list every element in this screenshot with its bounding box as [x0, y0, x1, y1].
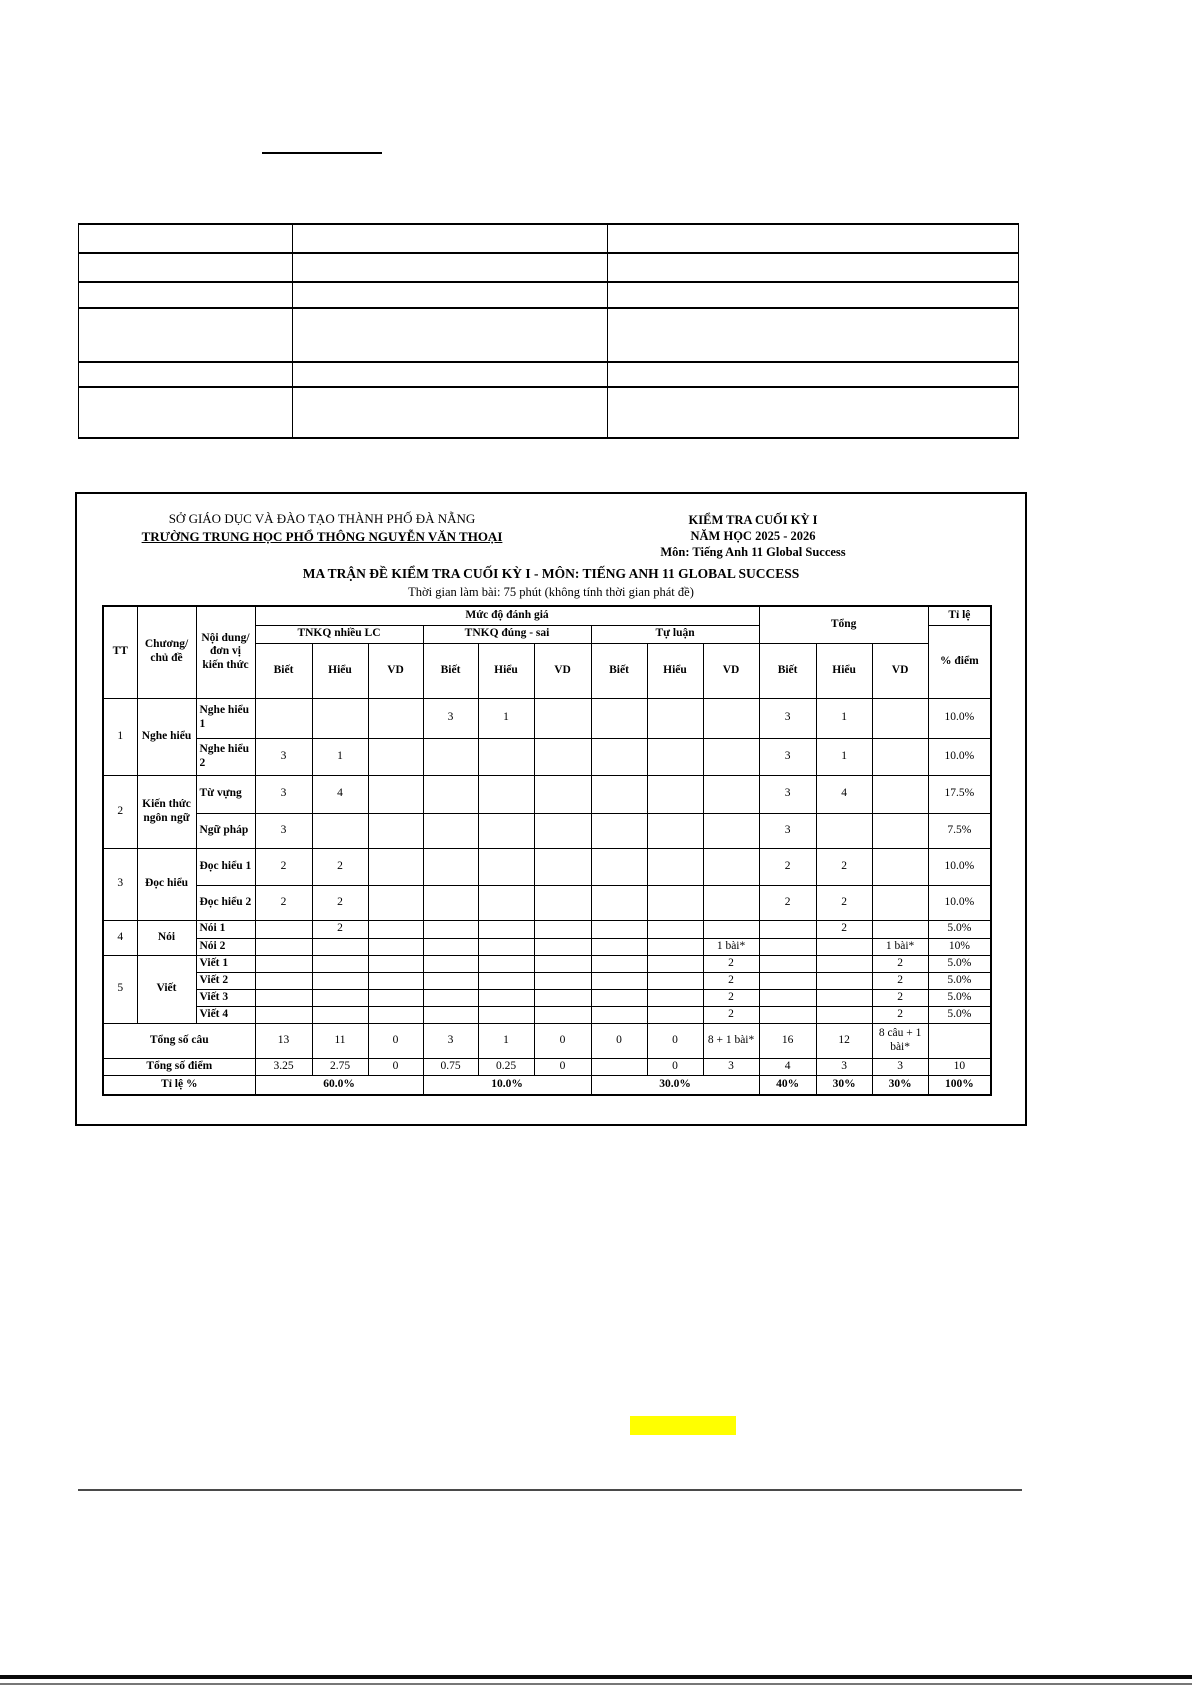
- total-points-cell: 0.75: [423, 1058, 478, 1075]
- header-ratio-top: Tỉ lệ: [928, 606, 991, 625]
- matrix-cell: 3: [255, 775, 312, 813]
- total-points-label: Tổng số điểm: [103, 1058, 255, 1075]
- matrix-cell: [534, 989, 591, 1006]
- matrix-cell: [423, 938, 478, 955]
- matrix-cell: [591, 813, 647, 848]
- header-understand: Hiểu: [478, 643, 534, 698]
- matrix-cell: [534, 972, 591, 989]
- total-points-cell: 3: [872, 1058, 928, 1075]
- matrix-cell: [534, 1006, 591, 1023]
- matrix-cell: 2: [816, 848, 872, 885]
- info-cell: [79, 253, 293, 282]
- matrix-cell: 3: [255, 813, 312, 848]
- percent-tf: 10.0%: [423, 1075, 591, 1095]
- matrix-cell: 3: [759, 813, 816, 848]
- matrix-cell: 2: [816, 920, 872, 938]
- chapter-cell: Nghe hiểu: [137, 698, 196, 775]
- matrix-cell: [703, 698, 759, 738]
- matrix-cell: [591, 848, 647, 885]
- info-cell: [79, 387, 293, 438]
- exam-school-year: NĂM HỌC 2025 - 2026: [690, 529, 816, 543]
- content-cell: Viết 1: [196, 955, 255, 972]
- matrix-cell: [255, 1006, 312, 1023]
- matrix-cell: [534, 775, 591, 813]
- total-questions-cell: 0: [647, 1023, 703, 1058]
- matrix-cell: [478, 920, 534, 938]
- info-cell: [608, 282, 1019, 308]
- percent-overall: 100%: [928, 1075, 991, 1095]
- total-questions-cell: 0: [591, 1023, 647, 1058]
- total-points-cell: 0: [647, 1058, 703, 1075]
- info-cell: [293, 224, 608, 253]
- header-understand: Hiểu: [816, 643, 872, 698]
- content-cell: Viết 4: [196, 1006, 255, 1023]
- matrix-cell: [478, 775, 534, 813]
- content-cell: Viết 2: [196, 972, 255, 989]
- matrix-cell: 2: [872, 972, 928, 989]
- tt-cell: 4: [103, 920, 137, 955]
- total-questions-cell: 0: [368, 1023, 423, 1058]
- header-ratio-bottom: % điểm: [928, 625, 991, 698]
- ratio-cell: 10.0%: [928, 848, 991, 885]
- matrix-cell: [478, 813, 534, 848]
- header-chapter: Chương/ chủ đề: [137, 606, 196, 698]
- total-questions-cell: 12: [816, 1023, 872, 1058]
- matrix-cell: [647, 885, 703, 920]
- matrix-cell: [647, 972, 703, 989]
- ratio-cell: 5.0%: [928, 955, 991, 972]
- matrix-cell: [255, 920, 312, 938]
- matrix-cell: 2: [816, 885, 872, 920]
- info-cell: [608, 253, 1019, 282]
- page-bottom-edge: [0, 1675, 1192, 1679]
- percent-total-know: 40%: [759, 1075, 816, 1095]
- total-questions-cell: 8 câu + 1 bài*: [872, 1023, 928, 1058]
- matrix-cell: 2: [255, 885, 312, 920]
- info-cell: [79, 362, 293, 387]
- header-level: Mức độ đánh giá: [255, 606, 759, 625]
- matrix-cell: 1: [816, 698, 872, 738]
- matrix-cell: [534, 738, 591, 775]
- content-cell: Nghe hiểu 2: [196, 738, 255, 775]
- matrix-cell: [759, 972, 816, 989]
- matrix-cell: [423, 885, 478, 920]
- matrix-cell: [423, 955, 478, 972]
- info-cell: [608, 308, 1019, 362]
- tt-cell: 3: [103, 848, 137, 920]
- matrix-cell: [591, 738, 647, 775]
- matrix-cell: [591, 938, 647, 955]
- content-cell: Từ vựng: [196, 775, 255, 813]
- header-apply: VD: [703, 643, 759, 698]
- matrix-cell: [647, 989, 703, 1006]
- matrix-cell: [368, 775, 423, 813]
- matrix-cell: [478, 848, 534, 885]
- matrix-cell: [312, 698, 368, 738]
- matrix-cell: [312, 989, 368, 1006]
- highlight-mark: [630, 1416, 736, 1435]
- info-cell: [293, 362, 608, 387]
- chapter-cell: Kiến thức ngôn ngữ: [137, 775, 196, 848]
- matrix-cell: [478, 1006, 534, 1023]
- ratio-cell: 5.0%: [928, 1006, 991, 1023]
- ratio-cell: 10%: [928, 938, 991, 955]
- matrix-cell: 1: [312, 738, 368, 775]
- content-cell: Nói 2: [196, 938, 255, 955]
- matrix-cell: [312, 972, 368, 989]
- matrix-cell: [816, 1006, 872, 1023]
- matrix-cell: [534, 920, 591, 938]
- matrix-cell: [872, 698, 928, 738]
- total-questions-cell: 13: [255, 1023, 312, 1058]
- matrix-cell: [312, 938, 368, 955]
- matrix-cell: 2: [312, 885, 368, 920]
- matrix-cell: [478, 955, 534, 972]
- total-questions-cell: 8 + 1 bài*: [703, 1023, 759, 1058]
- percent-mc: 60.0%: [255, 1075, 423, 1095]
- matrix-cell: [591, 972, 647, 989]
- matrix-cell: 1 bài*: [703, 938, 759, 955]
- content-cell: Nghe hiểu 1: [196, 698, 255, 738]
- ratio-cell: 10.0%: [928, 738, 991, 775]
- matrix-cell: [368, 938, 423, 955]
- matrix-cell: 2: [872, 955, 928, 972]
- matrix-cell: 2: [312, 848, 368, 885]
- matrix-cell: [591, 885, 647, 920]
- matrix-cell: [872, 775, 928, 813]
- info-cell: [608, 224, 1019, 253]
- matrix-cell: 4: [816, 775, 872, 813]
- matrix-cell: 2: [759, 885, 816, 920]
- header-mc: TNKQ nhiều LC: [255, 625, 423, 643]
- matrix-cell: [423, 1006, 478, 1023]
- matrix-cell: [368, 813, 423, 848]
- tt-cell: 5: [103, 955, 137, 1023]
- blank-underline: [262, 144, 382, 154]
- matrix-cell: [534, 938, 591, 955]
- matrix-cell: [255, 955, 312, 972]
- footer-rule: [78, 1489, 1022, 1491]
- header-know: Biết: [255, 643, 312, 698]
- info-cell: [293, 387, 608, 438]
- matrix-cell: [703, 813, 759, 848]
- matrix-cell: [478, 989, 534, 1006]
- info-table: [78, 223, 1019, 439]
- matrix-cell: 3: [255, 738, 312, 775]
- matrix-cell: [368, 955, 423, 972]
- matrix-cell: [255, 989, 312, 1006]
- matrix-cell: [703, 775, 759, 813]
- matrix-cell: [591, 775, 647, 813]
- matrix-cell: [534, 813, 591, 848]
- matrix-cell: [703, 885, 759, 920]
- matrix-cell: [703, 848, 759, 885]
- info-cell: [608, 362, 1019, 387]
- school-name: TRƯỜNG TRUNG HỌC PHỔ THÔNG NGUYỄN VĂN THOẠI: [141, 529, 503, 544]
- ratio-cell: [928, 1023, 991, 1058]
- matrix-cell: [368, 920, 423, 938]
- matrix-cell: [478, 972, 534, 989]
- matrix-cell: [368, 848, 423, 885]
- chapter-cell: Nói: [137, 920, 196, 955]
- matrix-table: [102, 605, 992, 1096]
- total-questions-cell: 1: [478, 1023, 534, 1058]
- matrix-cell: [478, 885, 534, 920]
- matrix-cell: 3: [423, 698, 478, 738]
- info-cell: [293, 253, 608, 282]
- matrix-cell: 2: [312, 920, 368, 938]
- matrix-cell: [703, 738, 759, 775]
- department-name: SỞ GIÁO DỤC VÀ ĐÀO TẠO THÀNH PHỐ ĐÀ NẴNG: [168, 511, 476, 526]
- info-cell: [79, 224, 293, 253]
- header-tf: TNKQ đúng - sai: [423, 625, 591, 643]
- percent-label: Tỉ lệ %: [103, 1075, 255, 1095]
- matrix-cell: [534, 955, 591, 972]
- content-cell: Đọc hiểu 1: [196, 848, 255, 885]
- total-points-cell: 3: [703, 1058, 759, 1075]
- total-points-cell: [591, 1058, 647, 1075]
- header-know: Biết: [423, 643, 478, 698]
- chapter-cell: Viết: [137, 955, 196, 1023]
- matrix-cell: [647, 775, 703, 813]
- matrix-cell: [872, 848, 928, 885]
- matrix-cell: [368, 972, 423, 989]
- matrix-cell: [368, 989, 423, 1006]
- matrix-cell: [872, 738, 928, 775]
- info-cell: [79, 308, 293, 362]
- matrix-cell: [534, 848, 591, 885]
- header-understand: Hiểu: [647, 643, 703, 698]
- header-total: Tổng: [759, 606, 928, 643]
- total-points-cell: 4: [759, 1058, 816, 1075]
- tt-cell: 1: [103, 698, 137, 775]
- total-points-cell: 3.25: [255, 1058, 312, 1075]
- percent-essay: 30.0%: [591, 1075, 759, 1095]
- info-cell: [79, 282, 293, 308]
- matrix-cell: [591, 955, 647, 972]
- exam-block: [597, 512, 909, 560]
- matrix-cell: [423, 848, 478, 885]
- total-questions-label: Tổng số câu: [103, 1023, 255, 1058]
- matrix-cell: [423, 920, 478, 938]
- matrix-cell: 2: [255, 848, 312, 885]
- exam-subject: Môn: Tiếng Anh 11 Global Success: [660, 545, 846, 559]
- matrix-cell: [368, 1006, 423, 1023]
- matrix-cell: [872, 813, 928, 848]
- ratio-cell: 10: [928, 1058, 991, 1075]
- matrix-cell: 2: [703, 955, 759, 972]
- document-title: MA TRẬN ĐỀ KIỂM TRA CUỐI KỲ I - MÔN: TIẾNG ANH 11 GLOBAL SUCCESS: [302, 566, 800, 581]
- matrix-cell: [647, 698, 703, 738]
- matrix-cell: [872, 920, 928, 938]
- matrix-cell: 4: [312, 775, 368, 813]
- header-content: Nội dung/ đơn vị kiến thức: [196, 606, 255, 698]
- matrix-cell: [647, 955, 703, 972]
- matrix-cell: [647, 920, 703, 938]
- matrix-cell: [647, 1006, 703, 1023]
- matrix-cell: 2: [759, 848, 816, 885]
- matrix-cell: [255, 972, 312, 989]
- content-cell: Đọc hiểu 2: [196, 885, 255, 920]
- org-block: [99, 510, 545, 546]
- matrix-cell: [816, 938, 872, 955]
- header-apply: VD: [534, 643, 591, 698]
- matrix-cell: [478, 938, 534, 955]
- header-know: Biết: [591, 643, 647, 698]
- matrix-cell: 2: [872, 1006, 928, 1023]
- matrix-cell: [423, 972, 478, 989]
- matrix-cell: [534, 885, 591, 920]
- matrix-cell: [759, 938, 816, 955]
- matrix-cell: [312, 955, 368, 972]
- matrix-cell: [816, 972, 872, 989]
- matrix-cell: [759, 989, 816, 1006]
- ratio-cell: 17.5%: [928, 775, 991, 813]
- header-apply: VD: [872, 643, 928, 698]
- matrix-cell: 1 bài*: [872, 938, 928, 955]
- matrix-cell: 1: [478, 698, 534, 738]
- matrix-cell: [647, 848, 703, 885]
- matrix-cell: 1: [816, 738, 872, 775]
- matrix-cell: 3: [759, 775, 816, 813]
- ratio-cell: 5.0%: [928, 989, 991, 1006]
- info-cell: [293, 282, 608, 308]
- matrix-cell: [647, 938, 703, 955]
- matrix-cell: [368, 698, 423, 738]
- matrix-cell: [759, 955, 816, 972]
- header-apply: VD: [368, 643, 423, 698]
- document-subtitle: Thời gian làm bài: 75 phút (không tính thời gian phát đề): [408, 585, 694, 599]
- matrix-cell: [591, 698, 647, 738]
- total-points-cell: 0: [534, 1058, 591, 1075]
- matrix-cell: [647, 738, 703, 775]
- tt-cell: 2: [103, 775, 137, 848]
- total-questions-cell: 0: [534, 1023, 591, 1058]
- percent-total-apply: 30%: [872, 1075, 928, 1095]
- matrix-cell: 2: [703, 1006, 759, 1023]
- matrix-cell: [872, 885, 928, 920]
- total-questions-cell: 3: [423, 1023, 478, 1058]
- matrix-cell: [423, 813, 478, 848]
- matrix-cell: [647, 813, 703, 848]
- matrix-cell: [759, 1006, 816, 1023]
- matrix-cell: [312, 813, 368, 848]
- matrix-cell: 3: [759, 698, 816, 738]
- total-points-cell: 3: [816, 1058, 872, 1075]
- matrix-cell: [759, 920, 816, 938]
- ratio-cell: 5.0%: [928, 972, 991, 989]
- total-points-cell: 2.75: [312, 1058, 368, 1075]
- matrix-cell: [423, 775, 478, 813]
- total-questions-cell: 16: [759, 1023, 816, 1058]
- header-understand: Hiểu: [312, 643, 368, 698]
- matrix-cell: 2: [703, 972, 759, 989]
- matrix-cell: 3: [759, 738, 816, 775]
- matrix-cell: 2: [872, 989, 928, 1006]
- ratio-cell: 10.0%: [928, 885, 991, 920]
- header-essay: Tự luận: [591, 625, 759, 643]
- matrix-cell: 2: [703, 989, 759, 1006]
- matrix-cell: [255, 698, 312, 738]
- ratio-cell: 5.0%: [928, 920, 991, 938]
- info-cell: [608, 387, 1019, 438]
- matrix-cell: [478, 738, 534, 775]
- total-points-cell: 0: [368, 1058, 423, 1075]
- matrix-cell: [703, 920, 759, 938]
- matrix-cell: [591, 1006, 647, 1023]
- matrix-cell: [368, 885, 423, 920]
- matrix-cell: [591, 920, 647, 938]
- matrix-cell: [816, 989, 872, 1006]
- matrix-box: [75, 492, 1027, 1126]
- total-points-cell: 0.25: [478, 1058, 534, 1075]
- matrix-cell: [423, 989, 478, 1006]
- matrix-cell: [816, 955, 872, 972]
- matrix-cell: [591, 989, 647, 1006]
- percent-total-understand: 30%: [816, 1075, 872, 1095]
- matrix-cell: [534, 698, 591, 738]
- matrix-cell: [255, 938, 312, 955]
- content-cell: Viết 3: [196, 989, 255, 1006]
- header-tt: TT: [103, 606, 137, 698]
- header-know: Biết: [759, 643, 816, 698]
- chapter-cell: Đọc hiểu: [137, 848, 196, 920]
- matrix-cell: [423, 738, 478, 775]
- content-cell: Nói 1: [196, 920, 255, 938]
- ratio-cell: 7.5%: [928, 813, 991, 848]
- total-questions-cell: 11: [312, 1023, 368, 1058]
- info-cell: [293, 308, 608, 362]
- matrix-cell: [816, 813, 872, 848]
- ratio-cell: 10.0%: [928, 698, 991, 738]
- content-cell: Ngữ pháp: [196, 813, 255, 848]
- exam-title: KIỂM TRA CUỐI KỲ I: [688, 513, 818, 527]
- matrix-cell: [368, 738, 423, 775]
- matrix-cell: [312, 1006, 368, 1023]
